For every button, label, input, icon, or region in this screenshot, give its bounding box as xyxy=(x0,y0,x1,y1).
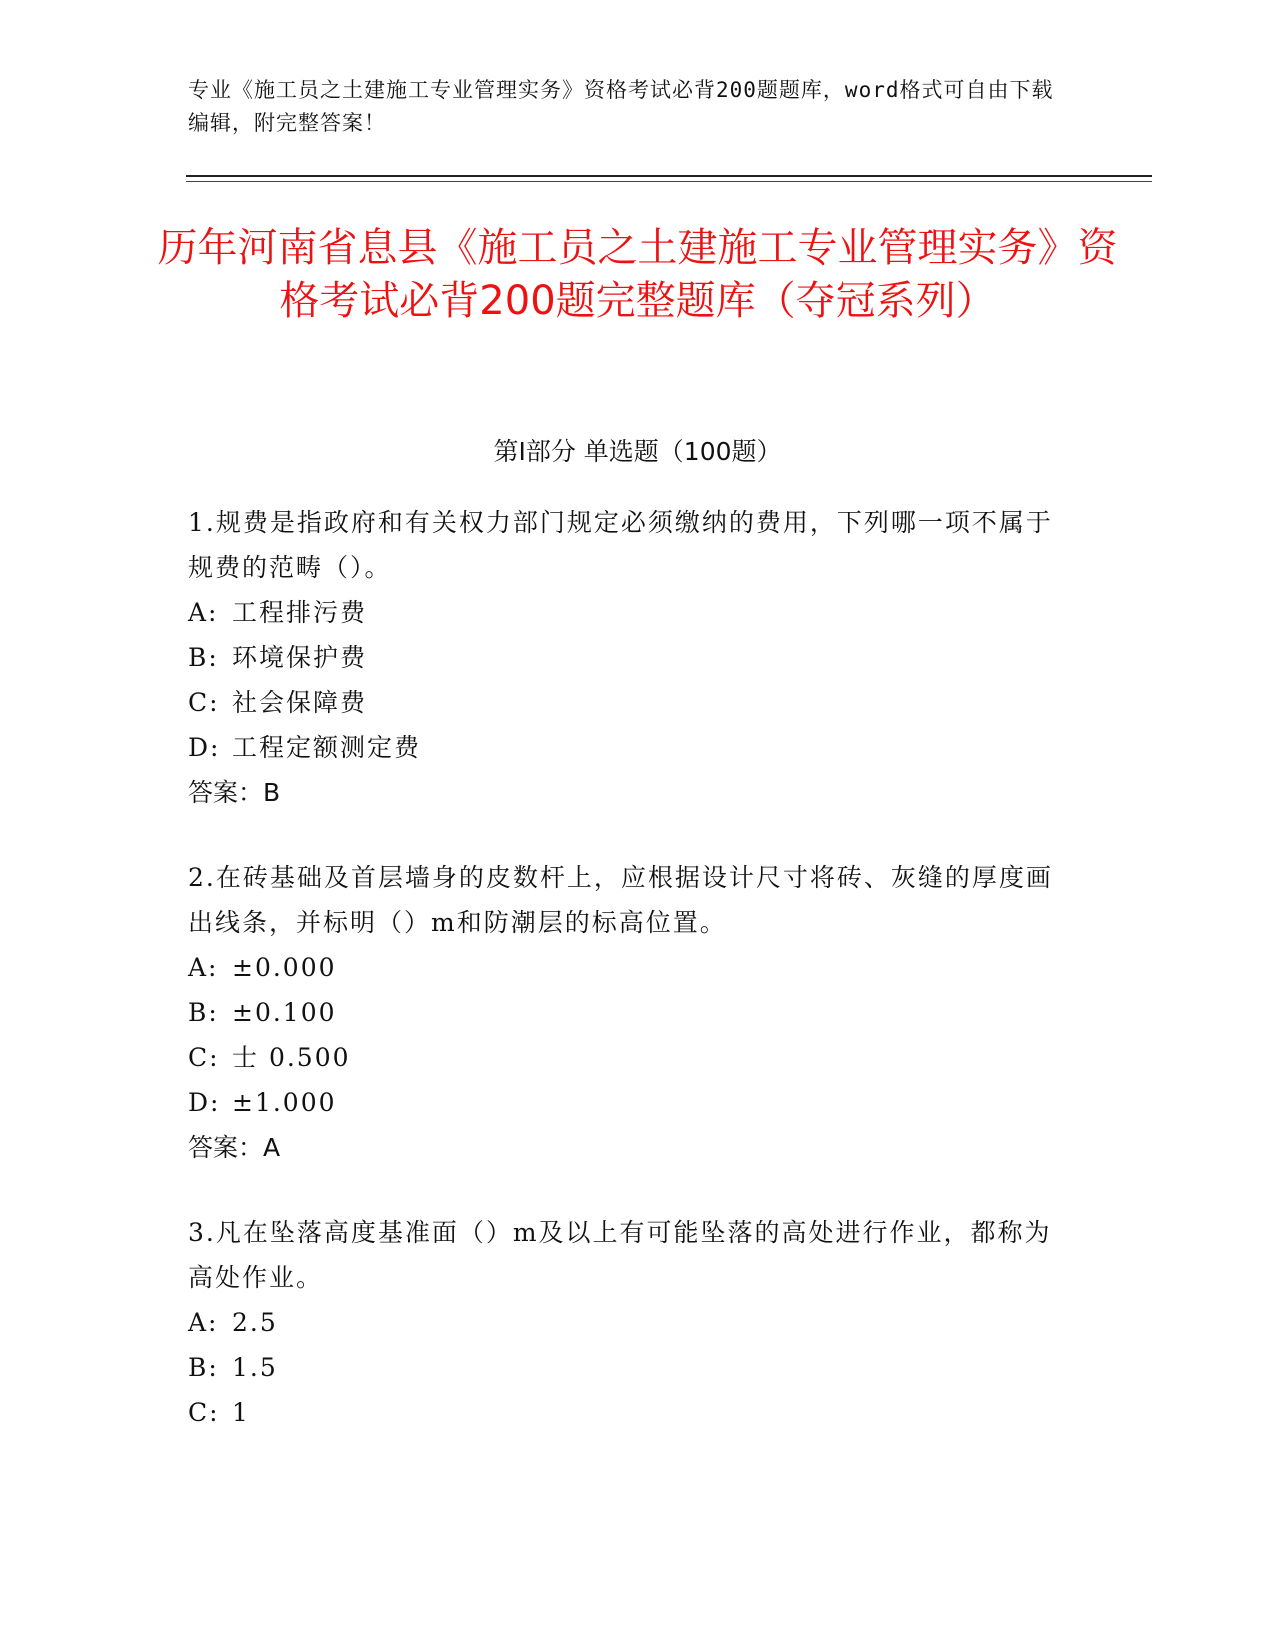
question-stem: 2.在砖基础及首层墙身的皮数杆上，应根据设计尺寸将砖、灰缝的厚度画出线条，并标明（）m和防潮层的标高位置。 xyxy=(188,863,1053,937)
answer: 答案：B xyxy=(188,778,281,807)
option-letter: C: xyxy=(188,1043,220,1072)
option-letter: B: xyxy=(188,1353,219,1382)
option-letter: C: xyxy=(188,1398,220,1427)
option-text: 社会保障费 xyxy=(232,688,368,717)
option-text: 1 xyxy=(232,1398,250,1427)
option-c xyxy=(188,1035,1068,1080)
option-b xyxy=(188,1345,1068,1390)
option-d xyxy=(188,1080,1068,1125)
option-letter: B: xyxy=(188,643,219,672)
option-a xyxy=(188,590,1068,635)
option-d xyxy=(188,725,1068,770)
option-b xyxy=(188,990,1068,1035)
option-text: 士 0.500 xyxy=(232,1043,351,1072)
option-text: 工程排污费 xyxy=(232,598,368,627)
option-text: 工程定额测定费 xyxy=(232,733,422,762)
question-stem: 3.凡在坠落高度基准面（）m及以上有可能坠落的高处进行作业，都称为高处作业。 xyxy=(188,1218,1052,1292)
option-text: ±0.100 xyxy=(232,998,337,1027)
question-stem: 1.规费是指政府和有关权力部门规定必须缴纳的费用，下列哪一项不属于规费的范畴（）。 xyxy=(188,508,1053,582)
option-b xyxy=(188,635,1068,680)
option-letter: A: xyxy=(188,953,219,982)
option-a xyxy=(188,1300,1068,1345)
option-c xyxy=(188,680,1068,725)
option-text: 2.5 xyxy=(232,1308,278,1337)
answer: 答案：A xyxy=(188,1133,281,1162)
option-text: ±1.000 xyxy=(232,1088,337,1117)
option-letter: D: xyxy=(188,1088,221,1117)
section-heading: 第Ⅰ部分 单选题（100题） xyxy=(493,437,782,466)
option-letter: B: xyxy=(188,998,219,1027)
header-rule-thin xyxy=(186,181,1152,182)
question-2 xyxy=(188,855,1068,1170)
option-letter: C: xyxy=(188,688,220,717)
question-1 xyxy=(188,500,1068,815)
option-a xyxy=(188,945,1068,990)
option-text: 1.5 xyxy=(232,1353,278,1382)
option-letter: A: xyxy=(188,598,219,627)
option-c xyxy=(188,1390,1068,1435)
header-rule-thick xyxy=(186,175,1152,177)
option-letter: D: xyxy=(188,733,221,762)
header-note: 专业《施工员之土建施工专业管理实务》资格考试必背200题题库，word格式可自由下载编辑，附完整答案！ xyxy=(188,78,1054,135)
option-text: ±0.000 xyxy=(232,953,337,982)
option-text: 环境保护费 xyxy=(232,643,368,672)
option-letter: A: xyxy=(188,1308,219,1337)
document-title: 历年河南省息县《施工员之土建施工专业管理实务》资格考试必背200题完整题库（夺冠系列） xyxy=(157,225,1118,324)
question-3 xyxy=(188,1210,1068,1435)
